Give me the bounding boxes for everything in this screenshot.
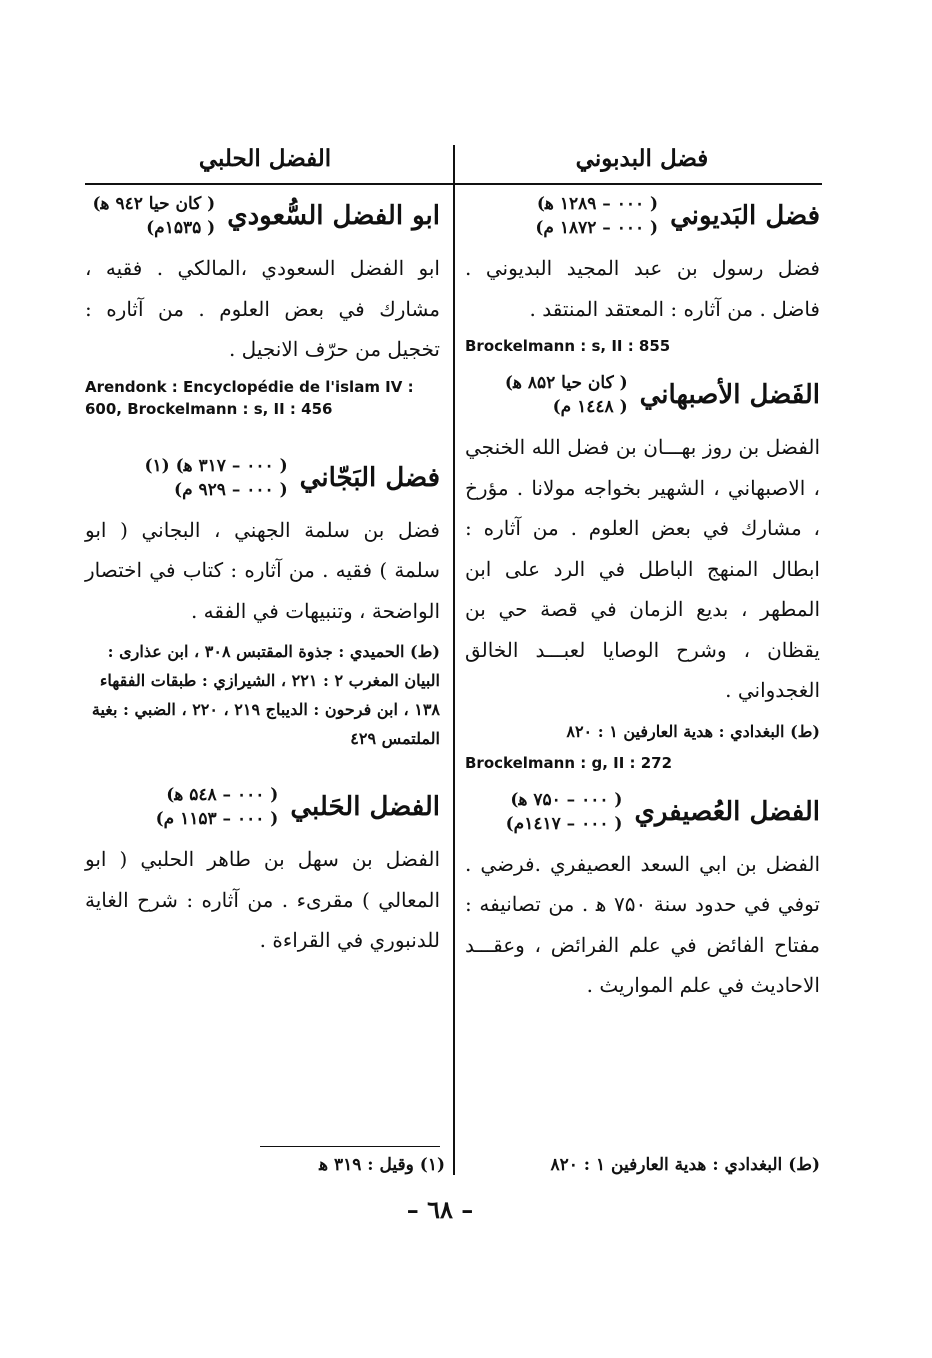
footnote: (۱) وقيل : ۳۱۹ ﻫ [319, 1155, 445, 1175]
entry-dates [156, 783, 279, 831]
entry-body: فضل رسول بن عبد المجيد البديوني . فاضل . من آثاره : المعتقد المنتقد . [465, 256, 820, 321]
page-number: – ٦٨ – [406, 1195, 474, 1224]
entry-dates [506, 788, 623, 836]
entry-latin-ref: Arendonk : Encyclopédie de l'islam IV : 600, Brockelmann : s, II : 456 [85, 377, 414, 418]
entry-dates [93, 192, 216, 240]
date-hijri: ( كان حيا ۹٤۲ ﻫ) [92, 194, 216, 214]
entry-body: الفضل بن سهل بن طاهر الحلبي ( ابو المعالي ) مقرىء . من آثاره : شرح الغاية للدنبوري في القراءة . [85, 847, 440, 952]
entry-dates [535, 192, 658, 240]
entry-body: ابو الفضل السعودي ،المالكي . فقيه ، مشارك في بعض العلوم . من آثاره : تخجيل من حرّف الانجيل . [85, 256, 440, 361]
footnote-rule [260, 1146, 440, 1147]
date-hijri: ( كان حيا ۸۵۲ ﻫ) [504, 373, 628, 393]
column-header-left: الفضل الحلبي [198, 145, 332, 172]
entry-bajjani [85, 454, 440, 754]
entry-dates [505, 371, 628, 419]
date-gregorian: ( ۰۰۰ – ۱۱۵۳ م) [155, 809, 279, 829]
entry-name: فضل البَجّاني [299, 462, 440, 493]
entry-body: الفضل بن ابي السعد العصيفري .فرضي . توفي في حدود سنة ۷۵۰ ﻫ . من تصانيفه : مفتاح الفائض في علم الفرائض ، وعقـــد الاحاديث في علم المواريث . [465, 851, 820, 997]
entry-name: ابو الفضل السُّعودي [227, 201, 440, 231]
date-hijri: ( ۰۰۰ – ۷۵۰ ﻫ) [510, 789, 623, 810]
entry-body: فضل بن سلمة الجهني ، البجاني ( ابو سلمة ) فقيه . من آثاره : كتاب في اختصار الواضحة ، وتنبيهات في الفقه . [85, 517, 440, 623]
entry-isbahani [465, 371, 820, 774]
date-hijri: ( ۰۰۰ – ۳۱۷ ﻫ) (۱) [144, 455, 288, 476]
entry-suudi [85, 192, 440, 420]
entry-refs-bottom: (ط) البغدادي : هدية العارفين ۱ : ۸۲۰ [550, 1155, 820, 1175]
entry-name: فضل البَديوني [670, 201, 820, 231]
entry-halabi [85, 783, 440, 961]
date-hijri: ( ۰۰۰ – ۱۲۸۹ ﻫ) [536, 194, 659, 214]
entry-latin-ref: Brockelmann : s, II : 855 [465, 337, 671, 355]
right-column [465, 192, 820, 1020]
left-column [85, 192, 440, 975]
entry-dates [144, 454, 287, 502]
entry-refs: (ط) الحميدي : جذوة المقتبس ۳۰۸ ، ابن عذارى : البيان المغرب ۲ : ۲۲۱ ، الشيرازي : طبقات الفقهاء ۱۳۸ ، ابن فرحون : الديباج ۲۱۹ ، ۲۲۰ ، الضبي : بغية الملتمس ٤۲۹ [91, 642, 440, 748]
date-hijri: ( ۰۰۰ – ۵٤۸ ﻫ) [166, 785, 279, 805]
date-gregorian: ( ۰۰۰ – ۱۸۷۲ م) [535, 218, 659, 238]
entry-body: الفضل بن روز بهـــان بن فضل الله الخنجي ، الاصبهاني ، الشهير بخواجه مولانا . مؤرخ ، مشارك في بعض العلوم . من آثاره : ابطال المنهج الباطل في الرد على ابن المطهر ، بديع الزمان في قصة حي بن يقظان ، وشرح الوصايا لعبـــد الخالق الغجدواني . [465, 435, 820, 702]
entry-name: الفضل الحَلبي [290, 792, 440, 822]
entry-latin-ref: Brockelmann : g, II : 272 [465, 753, 673, 772]
column-divider [453, 145, 455, 1175]
date-gregorian: ( ۰۰۰ – ۹۲۹ م) [174, 479, 288, 500]
column-header-right: فضل البدبوني [575, 145, 709, 172]
date-gregorian: ( ۰۰۰ – ۱٤۱۷م) [505, 813, 623, 834]
entry-name: الفضل العُصيفري [634, 796, 820, 827]
entry-usayfiri [465, 788, 820, 1006]
entry-refs: (ط) البغدادي : هدية العارفين ۱ : ۸۲۰ [566, 721, 820, 741]
date-gregorian: ( ۱٤٤۸ م) [552, 397, 628, 417]
entry-badiwuni [465, 192, 820, 357]
entry-name: الفَضل الأصبهاني [639, 380, 820, 410]
date-gregorian: ( ۱۵۳۵م) [146, 218, 216, 238]
